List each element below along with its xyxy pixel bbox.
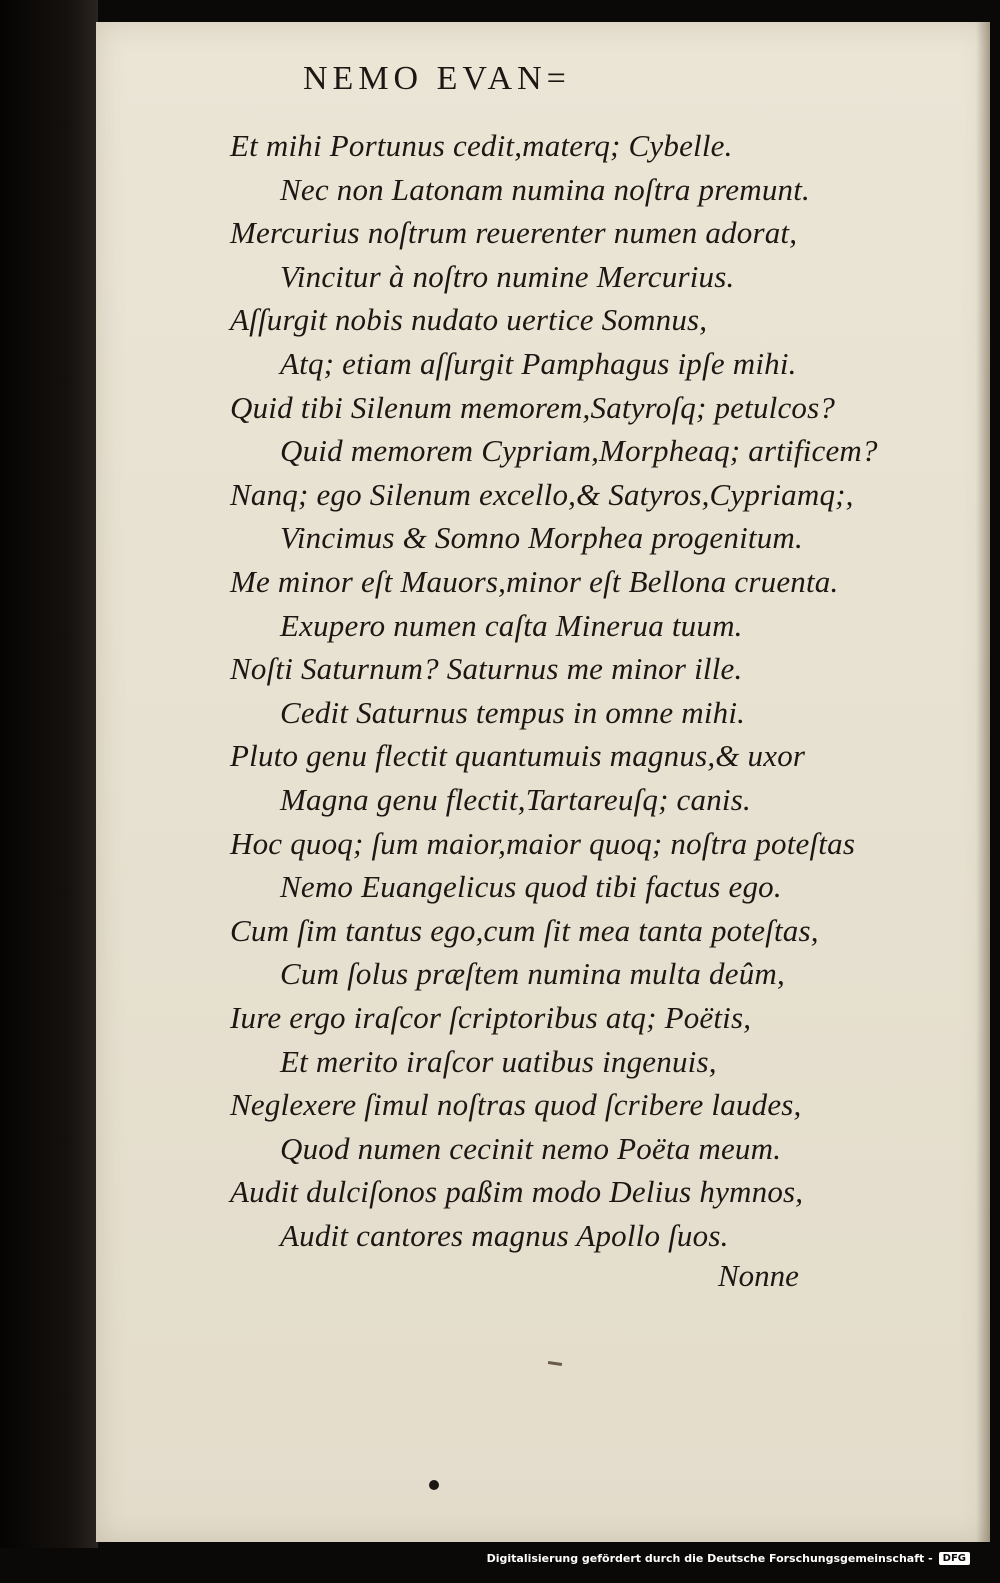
verse-line: Cum ſim tantus ego,cum ſit mea tanta poteſtas,: [230, 912, 819, 948]
verse-line-indented: Cedit Saturnus tempus in omne mihi.: [280, 694, 746, 730]
verse-line-indented: Audit cantores magnus Apollo ſuos.: [280, 1218, 729, 1253]
verse-line-indented: Vincimus & Somno Morphea progenitum.: [280, 520, 803, 556]
verse-line-indented: Cum ſolus præſtem numina multa deûm,: [280, 956, 785, 992]
verse-line-indented: Magna genu flectit,Tartareuſq; canis.: [280, 782, 751, 817]
verse-line-indented: Nemo Euangelicus quod tibi factus ego.: [280, 869, 782, 905]
verse-line: Noſti Saturnum? Saturnus me minor ille.: [230, 651, 743, 687]
digitization-footer: [487, 1552, 970, 1565]
verse-line-indented: Atq; etiam aſſurgit Pamphagus ipſe mihi.: [280, 346, 797, 381]
verse-line: Pluto genu flectit quantumuis magnus,& uxor: [230, 738, 806, 774]
catchword: Nonne: [718, 1258, 799, 1293]
verse-line-indented: Exupero numen caſta Minerua tuum.: [280, 607, 743, 643]
verse-line-indented: Quid memorem Cypriam,Morpheaq; artificem?: [280, 433, 878, 469]
verse-line-indented: Quod numen cecinit nemo Poëta meum.: [280, 1130, 782, 1166]
book-spine-shadow: [0, 0, 98, 1548]
verse-line: Iure ergo iraſcor ſcriptoribus atq; Poëtis,: [230, 1000, 752, 1035]
footer-credit: Digitalisierung gefördert durch die Deutsche Forschungsgemeinschaft -: [486, 1552, 933, 1565]
verse-line-indented: Nec non Latonam numina noſtra premunt.: [280, 171, 810, 207]
verse-line: Hoc quoq; ſum maior,maior quoq; noſtra poteſtas: [230, 825, 856, 861]
running-head: NEMO EVAN=: [303, 60, 571, 97]
verse-line: Mercurius noſtrum reuerenter numen adorat,: [230, 215, 798, 251]
verse-line: Audit dulciſonos paßim modo Delius hymnos,: [230, 1174, 804, 1210]
verse-line-indented: Et merito iraſcor uatibus ingenuis,: [280, 1043, 717, 1079]
page-edge-shadow: [976, 22, 990, 1542]
verse-line: Aſſurgit nobis nudato uertice Somnus,: [230, 302, 708, 338]
signature-dot: [429, 1480, 439, 1490]
verse-line: Quid tibi Silenum memorem,Satyroſq; petulcos?: [230, 389, 836, 425]
verse-line: Me minor eſt Mauors,minor eſt Bellona cruenta.: [230, 564, 839, 599]
dfg-logo-icon: DFG: [939, 1552, 970, 1565]
verse-line: Neglexere ſimul noſtras quod ſcribere laudes,: [230, 1087, 802, 1123]
verse-line: Et mihi Portunus cedit,materq; Cybelle.: [230, 128, 733, 163]
verse-line: Nanq; ego Silenum excello,& Satyros,Cypriamq;,: [230, 476, 854, 512]
verse-line-indented: Vincitur à noſtro numine Mercurius.: [280, 258, 735, 294]
